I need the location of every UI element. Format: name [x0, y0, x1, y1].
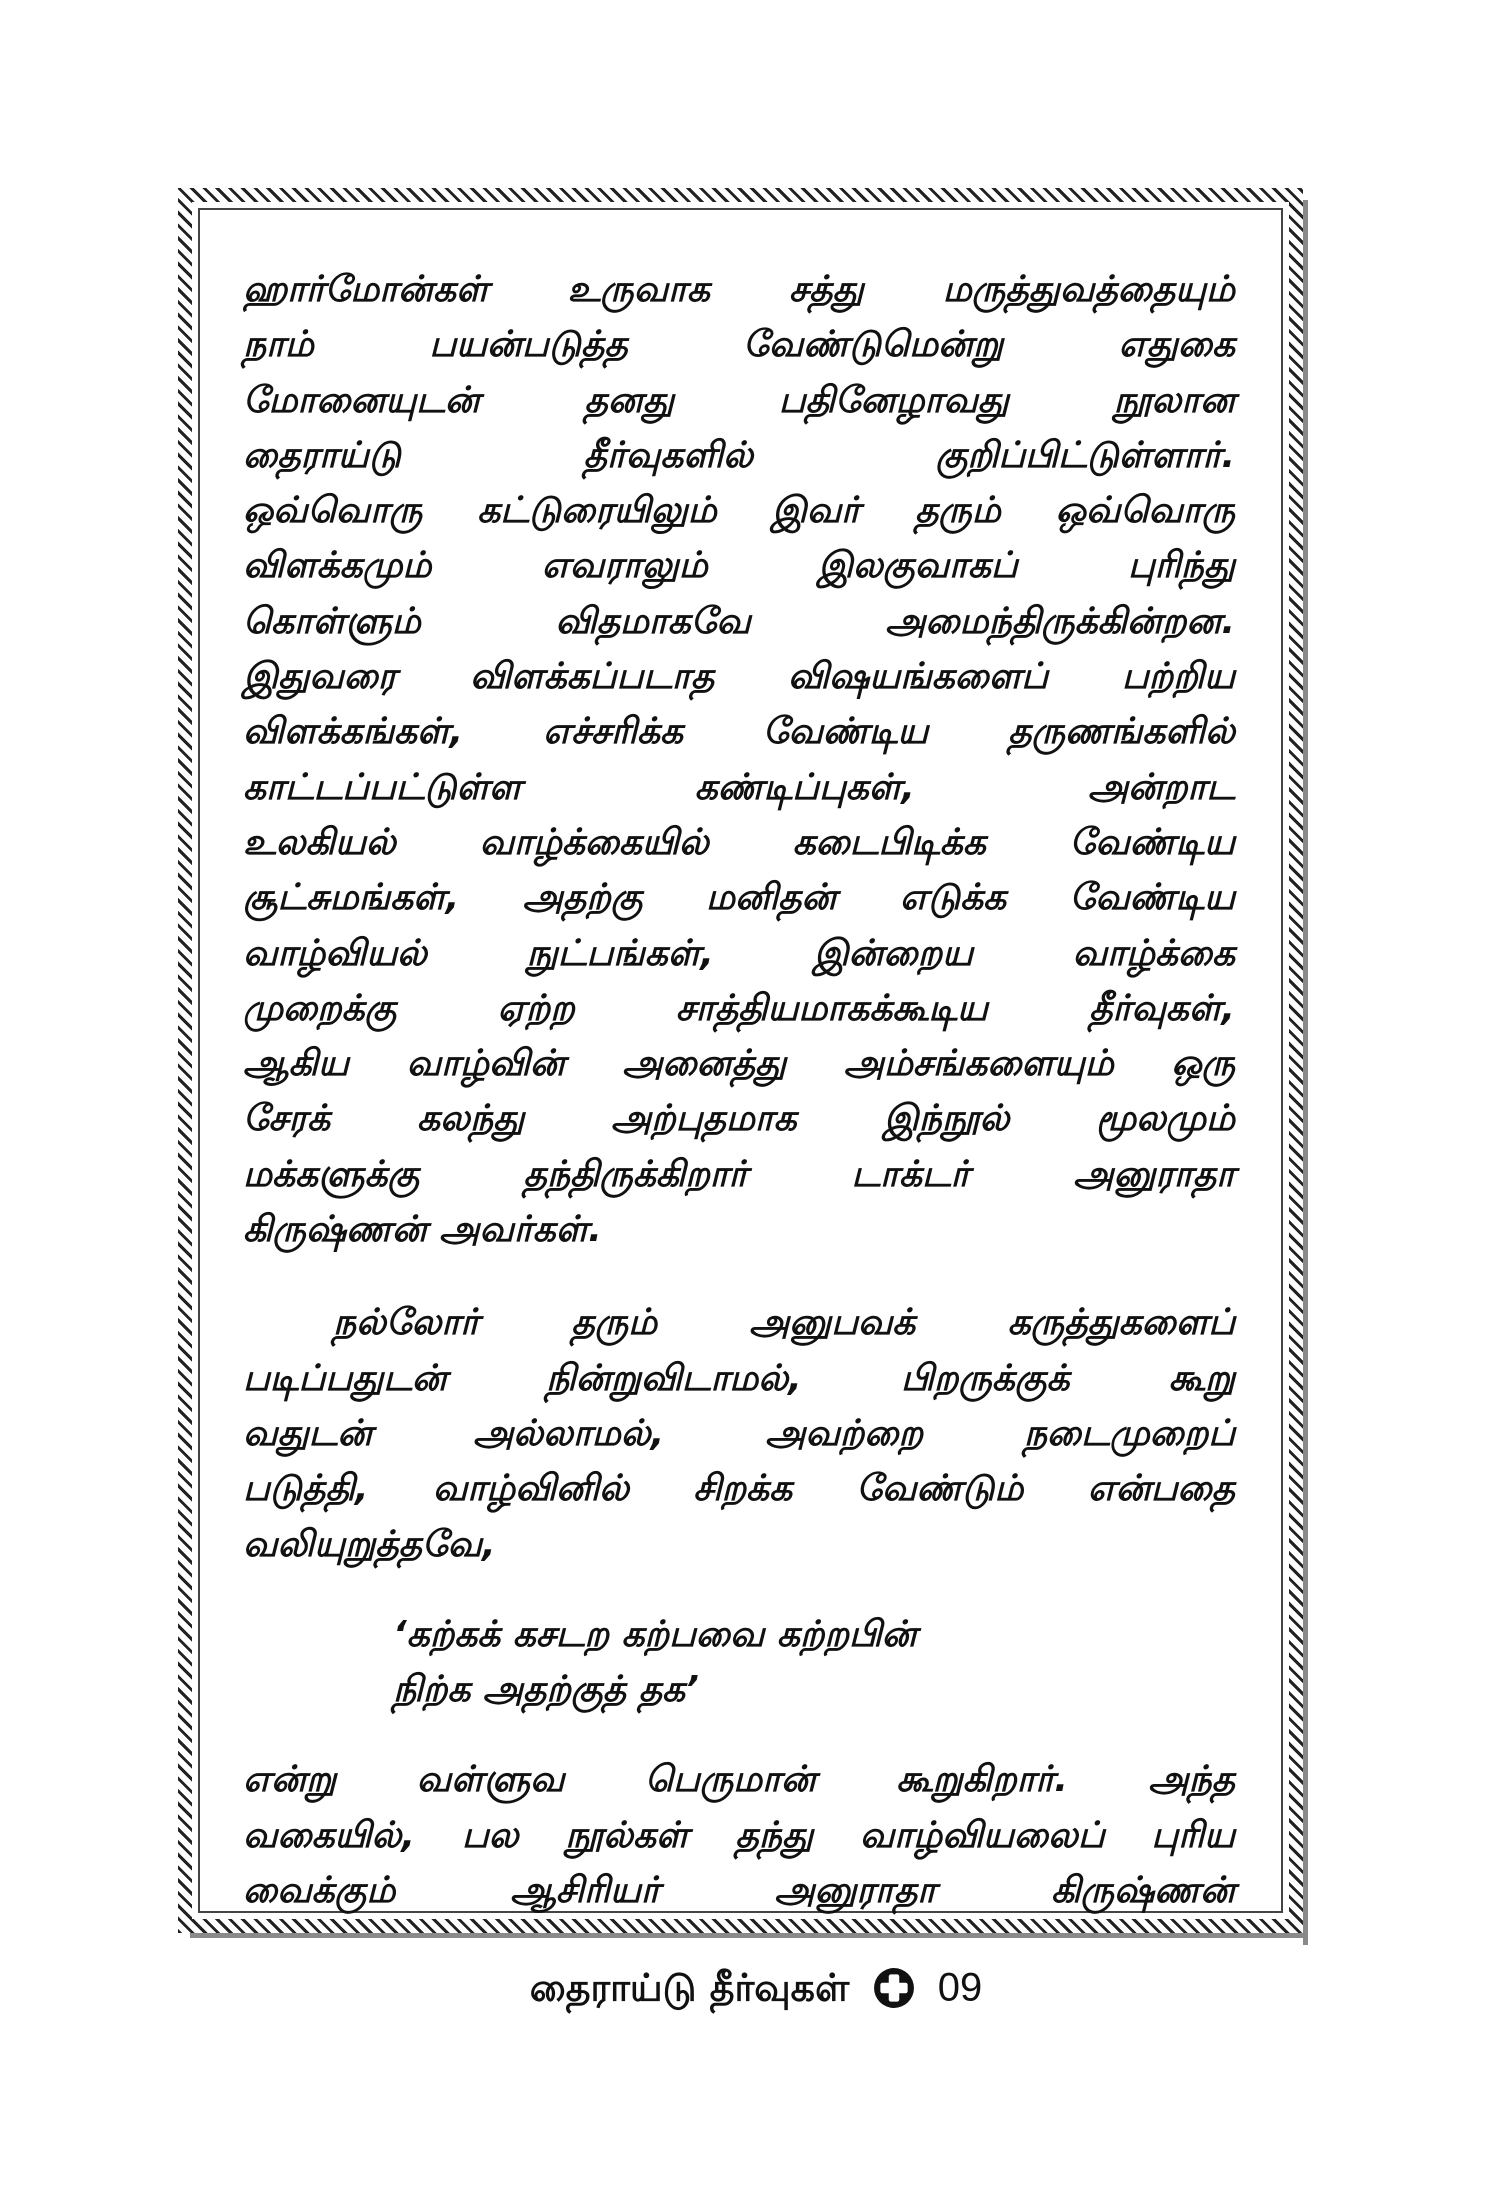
- text-line: சூட்சுமங்கள், அதற்கு மனிதன் எடுக்க வேண்டிய: [243, 877, 1235, 919]
- text-line: கிருஷ்ணன் அவர்கள்.: [243, 1209, 602, 1251]
- flower-ornament-icon: [873, 1967, 915, 2009]
- page-body: [243, 262, 1235, 1918]
- text-line: விளக்கங்கள், எச்சரிக்க வேண்டிய தருணங்களில்: [243, 711, 1235, 753]
- text-line: வகையில், பல நூல்கள் தந்து வாழ்வியலைப் புரிய: [243, 1814, 1235, 1856]
- text-line: உலகியல் வாழ்க்கையில் கடைபிடிக்க வேண்டிய: [243, 821, 1235, 863]
- text-line: முறைக்கு ஏற்ற சாத்தியமாகக்கூடிய தீர்வுகள்,: [243, 987, 1235, 1029]
- text-line: வாழ்வியல் நுட்பங்கள், இன்றைய வாழ்க்கை: [243, 932, 1235, 974]
- frame-shadow: [190, 1933, 1308, 1938]
- text-line: கொள்ளும் விதமாகவே அமைந்திருக்கின்றன.: [243, 600, 1235, 642]
- text-line: வதுடன் அல்லாமல், அவற்றை நடைமுறைப்: [243, 1412, 1235, 1454]
- text-line: மோனையுடன் தனது பதினேழாவது நூலான: [243, 379, 1235, 421]
- text-line: நாம் பயன்படுத்த வேண்டுமென்று எதுகை: [243, 324, 1235, 366]
- text-line: என்று வள்ளுவ பெருமான் கூறுகிறார். அந்த: [243, 1759, 1235, 1801]
- text-line: ஆகிய வாழ்வின் அனைத்து அம்சங்களையும் ஒரு: [243, 1043, 1235, 1085]
- page-number: 09: [937, 1965, 983, 2010]
- paragraph-2: [243, 1295, 1235, 1571]
- text-line: தைராய்டு தீர்வுகளில் குறிப்பிட்டுள்ளார்.: [243, 434, 1235, 476]
- paragraph-3: [243, 1752, 1235, 1918]
- paragraph-spacer: [243, 1572, 1235, 1607]
- text-line: இதுவரை விளக்கப்படாத விஷயங்களைப் பற்றிய: [243, 656, 1235, 698]
- text-line: காட்டப்பட்டுள்ள கண்டிப்புகள், அன்றாட: [243, 766, 1235, 808]
- quote-line: நிற்க அதற்குத் தக’: [393, 1669, 699, 1711]
- kural-quote: [243, 1607, 1235, 1718]
- text-line: மக்களுக்கு தந்திருக்கிறார் டாக்டர் அனுராதா: [243, 1153, 1235, 1195]
- text-line: வைக்கும் ஆசிரியர் அனுராதா கிருஷ்ணன்: [243, 1870, 1235, 1912]
- text-line: படிப்பதுடன் நின்றுவிடாமல், பிறருக்குக் கூறு: [243, 1357, 1235, 1399]
- paragraph-spacer: [243, 1717, 1235, 1752]
- text-line: வலியுறுத்தவே,: [243, 1523, 496, 1565]
- book-title: தைராய்டு தீர்வுகள்: [529, 1965, 850, 2010]
- page-footer: [0, 1955, 1512, 2015]
- text-line: ஹார்மோன்கள் உருவாக சத்து மருத்துவத்தையும்: [243, 269, 1235, 310]
- paragraph-spacer: [243, 1257, 1235, 1295]
- paragraph-1: [243, 262, 1235, 1257]
- text-line: நல்லோர் தரும் அனுபவக் கருத்துகளைப்: [333, 1302, 1235, 1344]
- frame-shadow: [1303, 200, 1308, 1945]
- text-line: சேரக் கலந்து அற்புதமாக இந்நூல் மூலமும்: [243, 1098, 1235, 1140]
- text-line: ஒவ்வொரு கட்டுரையிலும் இவர் தரும் ஒவ்வொரு: [243, 490, 1235, 532]
- text-line: படுத்தி, வாழ்வினில் சிறக்க வேண்டும் என்பதை: [243, 1468, 1235, 1510]
- quote-line: ‘கற்கக் கசடற கற்பவை கற்றபின்: [393, 1613, 917, 1655]
- text-line: விளக்கமும் எவராலும் இலகுவாகப் புரிந்து: [243, 545, 1235, 587]
